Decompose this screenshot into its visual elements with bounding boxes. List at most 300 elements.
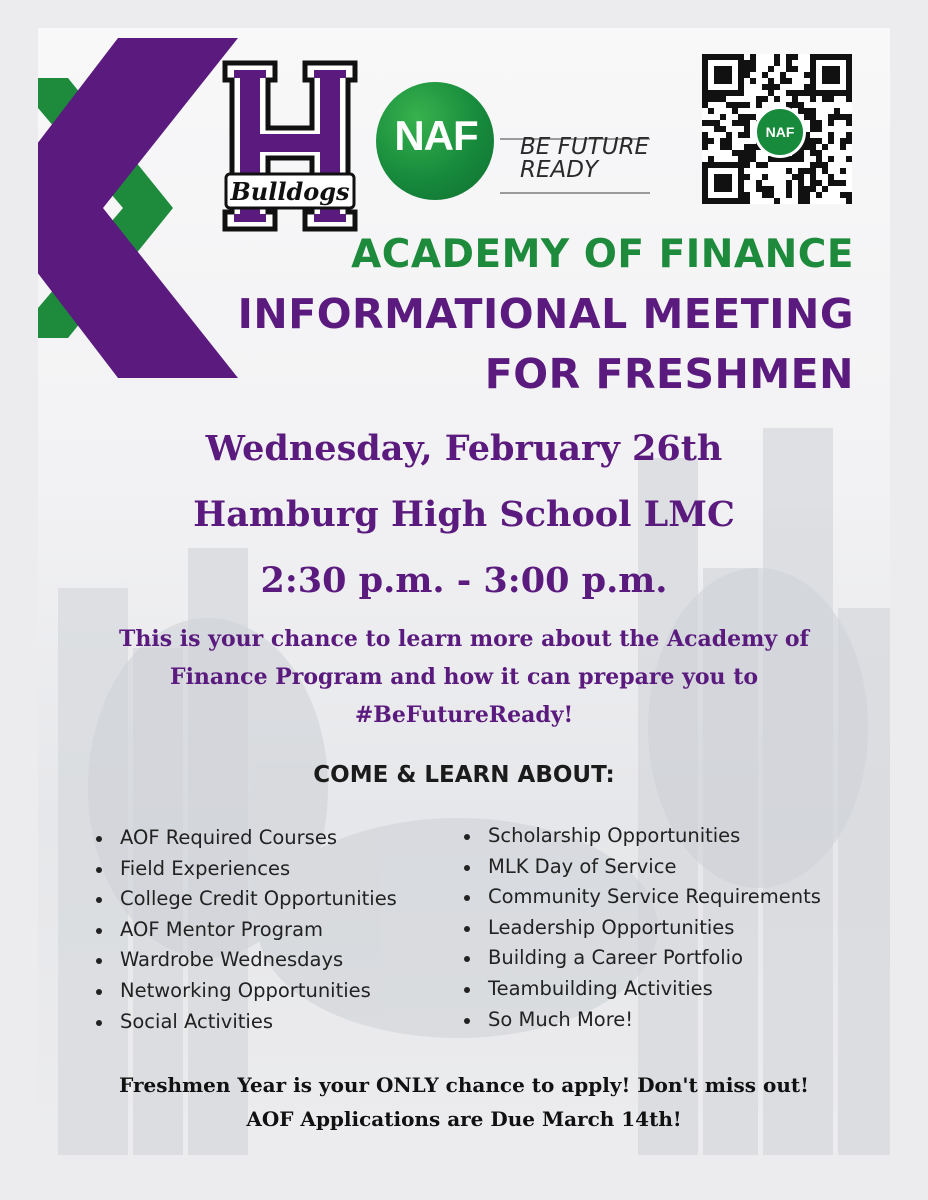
qr-module bbox=[750, 54, 756, 60]
qr-module bbox=[798, 156, 804, 162]
qr-module bbox=[714, 180, 720, 186]
qr-module bbox=[846, 96, 852, 102]
list-item: College Credit Opportunities bbox=[96, 884, 397, 915]
qr-module bbox=[720, 180, 726, 186]
qr-module bbox=[846, 66, 852, 72]
qr-module bbox=[744, 60, 750, 66]
qr-module bbox=[738, 156, 744, 162]
learn-list-right bbox=[464, 821, 821, 1035]
qr-module bbox=[786, 90, 792, 96]
qr-module bbox=[786, 192, 792, 198]
qr-module bbox=[810, 84, 816, 90]
qr-module bbox=[810, 186, 816, 192]
learn-list-left bbox=[96, 823, 397, 1037]
qr-module bbox=[702, 138, 708, 144]
qr-module bbox=[720, 78, 726, 84]
qr-module bbox=[732, 90, 738, 96]
qr-module bbox=[834, 180, 840, 186]
qr-module bbox=[720, 174, 726, 180]
qr-module bbox=[720, 138, 726, 144]
qr-module bbox=[798, 150, 804, 156]
qr-module bbox=[762, 192, 768, 198]
qr-module bbox=[810, 96, 816, 102]
qr-module bbox=[792, 66, 798, 72]
qr-module bbox=[714, 72, 720, 78]
qr-module bbox=[804, 72, 810, 78]
qr-module bbox=[750, 156, 756, 162]
qr-module bbox=[726, 66, 732, 72]
qr-module bbox=[738, 132, 744, 138]
qr-module bbox=[750, 66, 756, 72]
qr-module bbox=[804, 168, 810, 174]
qr-module bbox=[792, 54, 798, 60]
qr-module bbox=[738, 102, 744, 108]
qr-module bbox=[702, 90, 708, 96]
qr-module bbox=[828, 90, 834, 96]
qr-module bbox=[768, 66, 774, 72]
qr-module bbox=[828, 114, 834, 120]
tagline-rule-bottom bbox=[500, 192, 650, 194]
qr-module bbox=[798, 174, 804, 180]
qr-module bbox=[744, 72, 750, 78]
qr-module bbox=[774, 60, 780, 66]
qr-module bbox=[810, 144, 816, 150]
qr-module bbox=[810, 66, 816, 72]
qr-module bbox=[834, 72, 840, 78]
qr-module bbox=[744, 66, 750, 72]
qr-module bbox=[846, 132, 852, 138]
qr-module bbox=[744, 198, 750, 204]
qr-module bbox=[798, 108, 804, 114]
qr-module bbox=[804, 198, 810, 204]
qr-module bbox=[726, 174, 732, 180]
qr-module bbox=[798, 192, 804, 198]
qr-module bbox=[714, 174, 720, 180]
qr-module bbox=[732, 198, 738, 204]
qr-module bbox=[828, 96, 834, 102]
qr-module bbox=[810, 150, 816, 156]
qr-module bbox=[738, 84, 744, 90]
qr-module bbox=[756, 180, 762, 186]
qr-module bbox=[720, 186, 726, 192]
qr-module bbox=[828, 78, 834, 84]
qr-module bbox=[786, 78, 792, 84]
qr-module bbox=[840, 90, 846, 96]
qr-module bbox=[828, 174, 834, 180]
qr-module bbox=[774, 84, 780, 90]
qr-module bbox=[846, 198, 852, 204]
qr-module bbox=[702, 54, 708, 60]
qr-module bbox=[738, 114, 744, 120]
qr-module bbox=[798, 168, 804, 174]
qr-module bbox=[702, 162, 708, 168]
qr-module bbox=[750, 144, 756, 150]
qr-module bbox=[774, 54, 780, 60]
qr-module bbox=[738, 174, 744, 180]
qr-module bbox=[816, 150, 822, 156]
list-item: AOF Mentor Program bbox=[96, 915, 397, 946]
qr-module bbox=[702, 60, 708, 66]
qr-module bbox=[780, 72, 786, 78]
qr-module bbox=[828, 66, 834, 72]
list-item: Scholarship Opportunities bbox=[464, 821, 821, 852]
qr-module bbox=[720, 162, 726, 168]
qr-module bbox=[714, 126, 720, 132]
qr-module bbox=[816, 120, 822, 126]
qr-module bbox=[762, 84, 768, 90]
qr-module bbox=[846, 192, 852, 198]
qr-module bbox=[738, 192, 744, 198]
qr-module bbox=[708, 198, 714, 204]
headline-line-2: INFORMATIONAL MEETING bbox=[237, 290, 854, 338]
qr-module bbox=[822, 96, 828, 102]
qr-module bbox=[828, 54, 834, 60]
qr-module bbox=[840, 138, 846, 144]
qr-module bbox=[828, 138, 834, 144]
qr-module bbox=[822, 186, 828, 192]
list-item: Community Service Requirements bbox=[464, 882, 821, 913]
qr-module bbox=[810, 138, 816, 144]
qr-module bbox=[792, 96, 798, 102]
flyer bbox=[38, 28, 890, 1155]
qr-module bbox=[744, 162, 750, 168]
qr-module bbox=[738, 90, 744, 96]
qr-module bbox=[786, 66, 792, 72]
qr-module bbox=[726, 180, 732, 186]
qr-module bbox=[816, 90, 822, 96]
qr-module bbox=[744, 156, 750, 162]
naf-tagline-line1: BE FUTURE bbox=[520, 134, 650, 160]
headline-line-3: FOR FRESHMEN bbox=[484, 350, 854, 398]
qr-module bbox=[828, 180, 834, 186]
list-item: Leadership Opportunities bbox=[464, 913, 821, 944]
event-date: Wednesday, February 26th bbox=[205, 428, 723, 469]
footer-line-2: AOF Applications are Due March 14th! bbox=[246, 1107, 682, 1131]
qr-module bbox=[720, 198, 726, 204]
qr-module bbox=[846, 72, 852, 78]
qr-module bbox=[732, 54, 738, 60]
qr-module bbox=[822, 168, 828, 174]
qr-module bbox=[810, 108, 816, 114]
qr-module bbox=[702, 144, 708, 150]
qr-module bbox=[738, 78, 744, 84]
learn-heading: COME & LEARN ABOUT: bbox=[313, 762, 615, 788]
qr-module bbox=[708, 138, 714, 144]
qr-module bbox=[840, 54, 846, 60]
qr-module bbox=[720, 96, 726, 102]
qr-module bbox=[708, 108, 714, 114]
qr-module bbox=[810, 168, 816, 174]
list-item: AOF Required Courses bbox=[96, 823, 397, 854]
qr-module bbox=[738, 186, 744, 192]
qr-module bbox=[738, 120, 744, 126]
qr-module bbox=[714, 90, 720, 96]
qr-module bbox=[840, 192, 846, 198]
qr-module bbox=[714, 78, 720, 84]
qr-module bbox=[762, 186, 768, 192]
qr-module bbox=[846, 156, 852, 162]
qr-module bbox=[762, 162, 768, 168]
qr-module bbox=[702, 84, 708, 90]
qr-module bbox=[786, 168, 792, 174]
qr-module bbox=[840, 144, 846, 150]
qr-module bbox=[846, 60, 852, 66]
qr-module bbox=[744, 120, 750, 126]
qr-module bbox=[720, 144, 726, 150]
qr-module bbox=[738, 60, 744, 66]
qr-module bbox=[804, 114, 810, 120]
list-item: So Much More! bbox=[464, 1005, 821, 1036]
qr-module bbox=[822, 144, 828, 150]
qr-module bbox=[702, 120, 708, 126]
event-location: Hamburg High School LMC bbox=[193, 494, 735, 535]
qr-module bbox=[792, 102, 798, 108]
qr-module bbox=[822, 78, 828, 84]
headline-line-1: ACADEMY OF FINANCE bbox=[351, 232, 854, 277]
qr-module bbox=[840, 114, 846, 120]
qr-module bbox=[816, 162, 822, 168]
school-h-logo bbox=[220, 58, 360, 234]
qr-module bbox=[708, 90, 714, 96]
qr-module bbox=[798, 186, 804, 192]
qr-module bbox=[702, 78, 708, 84]
qr-naf-badge: NAF bbox=[754, 106, 806, 158]
qr-module bbox=[786, 60, 792, 66]
qr-module bbox=[846, 54, 852, 60]
qr-module bbox=[798, 90, 804, 96]
list-item: Teambuilding Activities bbox=[464, 974, 821, 1005]
qr-module bbox=[708, 54, 714, 60]
qr-module bbox=[714, 186, 720, 192]
qr-module bbox=[744, 102, 750, 108]
qr-module bbox=[708, 156, 714, 162]
qr-module bbox=[798, 198, 804, 204]
qr-module bbox=[714, 120, 720, 126]
qr-module bbox=[726, 186, 732, 192]
list-item: Social Activities bbox=[96, 1007, 397, 1038]
qr-module bbox=[774, 96, 780, 102]
qr-module bbox=[702, 198, 708, 204]
qr-module bbox=[714, 162, 720, 168]
qr-module bbox=[744, 114, 750, 120]
qr-module bbox=[792, 174, 798, 180]
qr-module bbox=[816, 138, 822, 144]
qr-module bbox=[708, 96, 714, 102]
qr-module bbox=[702, 102, 708, 108]
qr-module bbox=[786, 54, 792, 60]
qr-module bbox=[744, 126, 750, 132]
qr-module bbox=[762, 72, 768, 78]
qr-module bbox=[732, 108, 738, 114]
qr-module bbox=[726, 198, 732, 204]
qr-module bbox=[732, 102, 738, 108]
naf-wordmark: NAF bbox=[394, 112, 478, 159]
qr-module bbox=[720, 90, 726, 96]
qr-module bbox=[834, 114, 840, 120]
qr-module bbox=[810, 174, 816, 180]
qr-module bbox=[744, 132, 750, 138]
qr-module bbox=[714, 198, 720, 204]
qr-module bbox=[804, 144, 810, 150]
qr-module bbox=[810, 162, 816, 168]
list-item: MLK Day of Service bbox=[464, 852, 821, 883]
qr-module bbox=[702, 168, 708, 174]
qr-module bbox=[768, 186, 774, 192]
qr-module bbox=[834, 66, 840, 72]
qr-module bbox=[822, 72, 828, 78]
qr-module bbox=[756, 186, 762, 192]
qr-module bbox=[726, 72, 732, 78]
qr-module bbox=[822, 162, 828, 168]
qr-module bbox=[750, 114, 756, 120]
qr-module bbox=[804, 90, 810, 96]
qr-module bbox=[846, 84, 852, 90]
qr-module bbox=[720, 72, 726, 78]
qr-module bbox=[810, 120, 816, 126]
qr-module bbox=[810, 90, 816, 96]
qr-module bbox=[816, 54, 822, 60]
qr-module bbox=[816, 126, 822, 132]
qr-module bbox=[810, 60, 816, 66]
qr-module bbox=[768, 192, 774, 198]
qr-module bbox=[846, 78, 852, 84]
qr-module bbox=[720, 126, 726, 132]
qr-module bbox=[798, 102, 804, 108]
qr-module bbox=[738, 150, 744, 156]
qr-module bbox=[744, 192, 750, 198]
qr-module bbox=[804, 186, 810, 192]
qr-module bbox=[846, 138, 852, 144]
naf-tagline bbox=[520, 136, 670, 182]
qr-module bbox=[834, 108, 840, 114]
qr-module bbox=[822, 90, 828, 96]
list-item: Field Experiences bbox=[96, 854, 397, 885]
qr-module bbox=[816, 192, 822, 198]
qr-module bbox=[768, 84, 774, 90]
list-item: Networking Opportunities bbox=[96, 976, 397, 1007]
qr-module bbox=[714, 54, 720, 60]
qr-module bbox=[810, 54, 816, 60]
qr-module bbox=[774, 198, 780, 204]
list-item: Building a Career Portfolio bbox=[464, 943, 821, 974]
qr-module bbox=[714, 96, 720, 102]
qr-module bbox=[750, 78, 756, 84]
qr-module bbox=[744, 150, 750, 156]
qr-module bbox=[738, 54, 744, 60]
qr-module bbox=[822, 54, 828, 60]
qr-module bbox=[834, 90, 840, 96]
qr-module bbox=[708, 162, 714, 168]
qr-module bbox=[786, 180, 792, 186]
qr-module bbox=[828, 156, 834, 162]
qr-module bbox=[726, 90, 732, 96]
qr-module bbox=[840, 180, 846, 186]
qr-module bbox=[726, 78, 732, 84]
intro-paragraph: This is your chance to learn more about the Academy of Finance Program and how it can prepare you to #BeFutureReady! bbox=[118, 626, 809, 728]
qr-module bbox=[786, 186, 792, 192]
qr-module bbox=[810, 72, 816, 78]
qr-module bbox=[738, 198, 744, 204]
qr-module bbox=[702, 192, 708, 198]
qr-module bbox=[738, 180, 744, 186]
qr-module bbox=[804, 192, 810, 198]
qr-module bbox=[720, 114, 726, 120]
qr-module bbox=[792, 156, 798, 162]
list-item: Wardrobe Wednesdays bbox=[96, 945, 397, 976]
qr-module bbox=[738, 66, 744, 72]
naf-tagline-line2: READY bbox=[520, 157, 599, 183]
qr-module bbox=[732, 120, 738, 126]
qr-module bbox=[750, 60, 756, 66]
qr-module bbox=[810, 114, 816, 120]
qr-module bbox=[702, 96, 708, 102]
qr-module bbox=[738, 168, 744, 174]
school-mascot-lettering: Bulldogs bbox=[230, 177, 350, 206]
qr-module bbox=[702, 174, 708, 180]
qr-module bbox=[792, 90, 798, 96]
qr-module bbox=[762, 174, 768, 180]
naf-logo bbox=[376, 82, 666, 202]
qr-module bbox=[810, 126, 816, 132]
qr-module bbox=[834, 54, 840, 60]
qr-module bbox=[702, 132, 708, 138]
qr-module bbox=[840, 168, 846, 174]
footer-line-1: Freshmen Year is your ONLY chance to apply! Don't miss out! bbox=[119, 1073, 809, 1097]
qr-module bbox=[714, 66, 720, 72]
qr-module bbox=[756, 162, 762, 168]
qr-module bbox=[804, 108, 810, 114]
qr-module bbox=[828, 120, 834, 126]
qr-module bbox=[732, 162, 738, 168]
qr-module bbox=[702, 66, 708, 72]
qr-code[interactable] bbox=[702, 54, 852, 204]
qr-module bbox=[726, 54, 732, 60]
qr-module bbox=[750, 150, 756, 156]
qr-module bbox=[780, 78, 786, 84]
qr-module bbox=[828, 132, 834, 138]
qr-module bbox=[810, 180, 816, 186]
qr-module bbox=[726, 138, 732, 144]
event-time: 2:30 p.m. - 3:00 p.m. bbox=[260, 560, 668, 601]
qr-module bbox=[702, 180, 708, 186]
qr-module bbox=[834, 78, 840, 84]
qr-module bbox=[726, 144, 732, 150]
qr-module bbox=[768, 90, 774, 96]
qr-module bbox=[756, 96, 762, 102]
qr-module bbox=[702, 186, 708, 192]
qr-module bbox=[744, 144, 750, 150]
qr-module bbox=[702, 72, 708, 78]
qr-module bbox=[732, 150, 738, 156]
qr-module bbox=[726, 132, 732, 138]
qr-module bbox=[846, 90, 852, 96]
qr-module bbox=[762, 96, 768, 102]
qr-module bbox=[726, 102, 732, 108]
qr-module bbox=[822, 66, 828, 72]
qr-module bbox=[846, 120, 852, 126]
qr-module bbox=[756, 102, 762, 108]
qr-module bbox=[768, 78, 774, 84]
qr-module bbox=[708, 120, 714, 126]
qr-module bbox=[804, 84, 810, 90]
qr-module bbox=[828, 72, 834, 78]
qr-module bbox=[798, 180, 804, 186]
qr-module bbox=[744, 174, 750, 180]
qr-module bbox=[720, 54, 726, 60]
qr-module bbox=[738, 162, 744, 168]
qr-module bbox=[726, 162, 732, 168]
qr-module bbox=[720, 66, 726, 72]
